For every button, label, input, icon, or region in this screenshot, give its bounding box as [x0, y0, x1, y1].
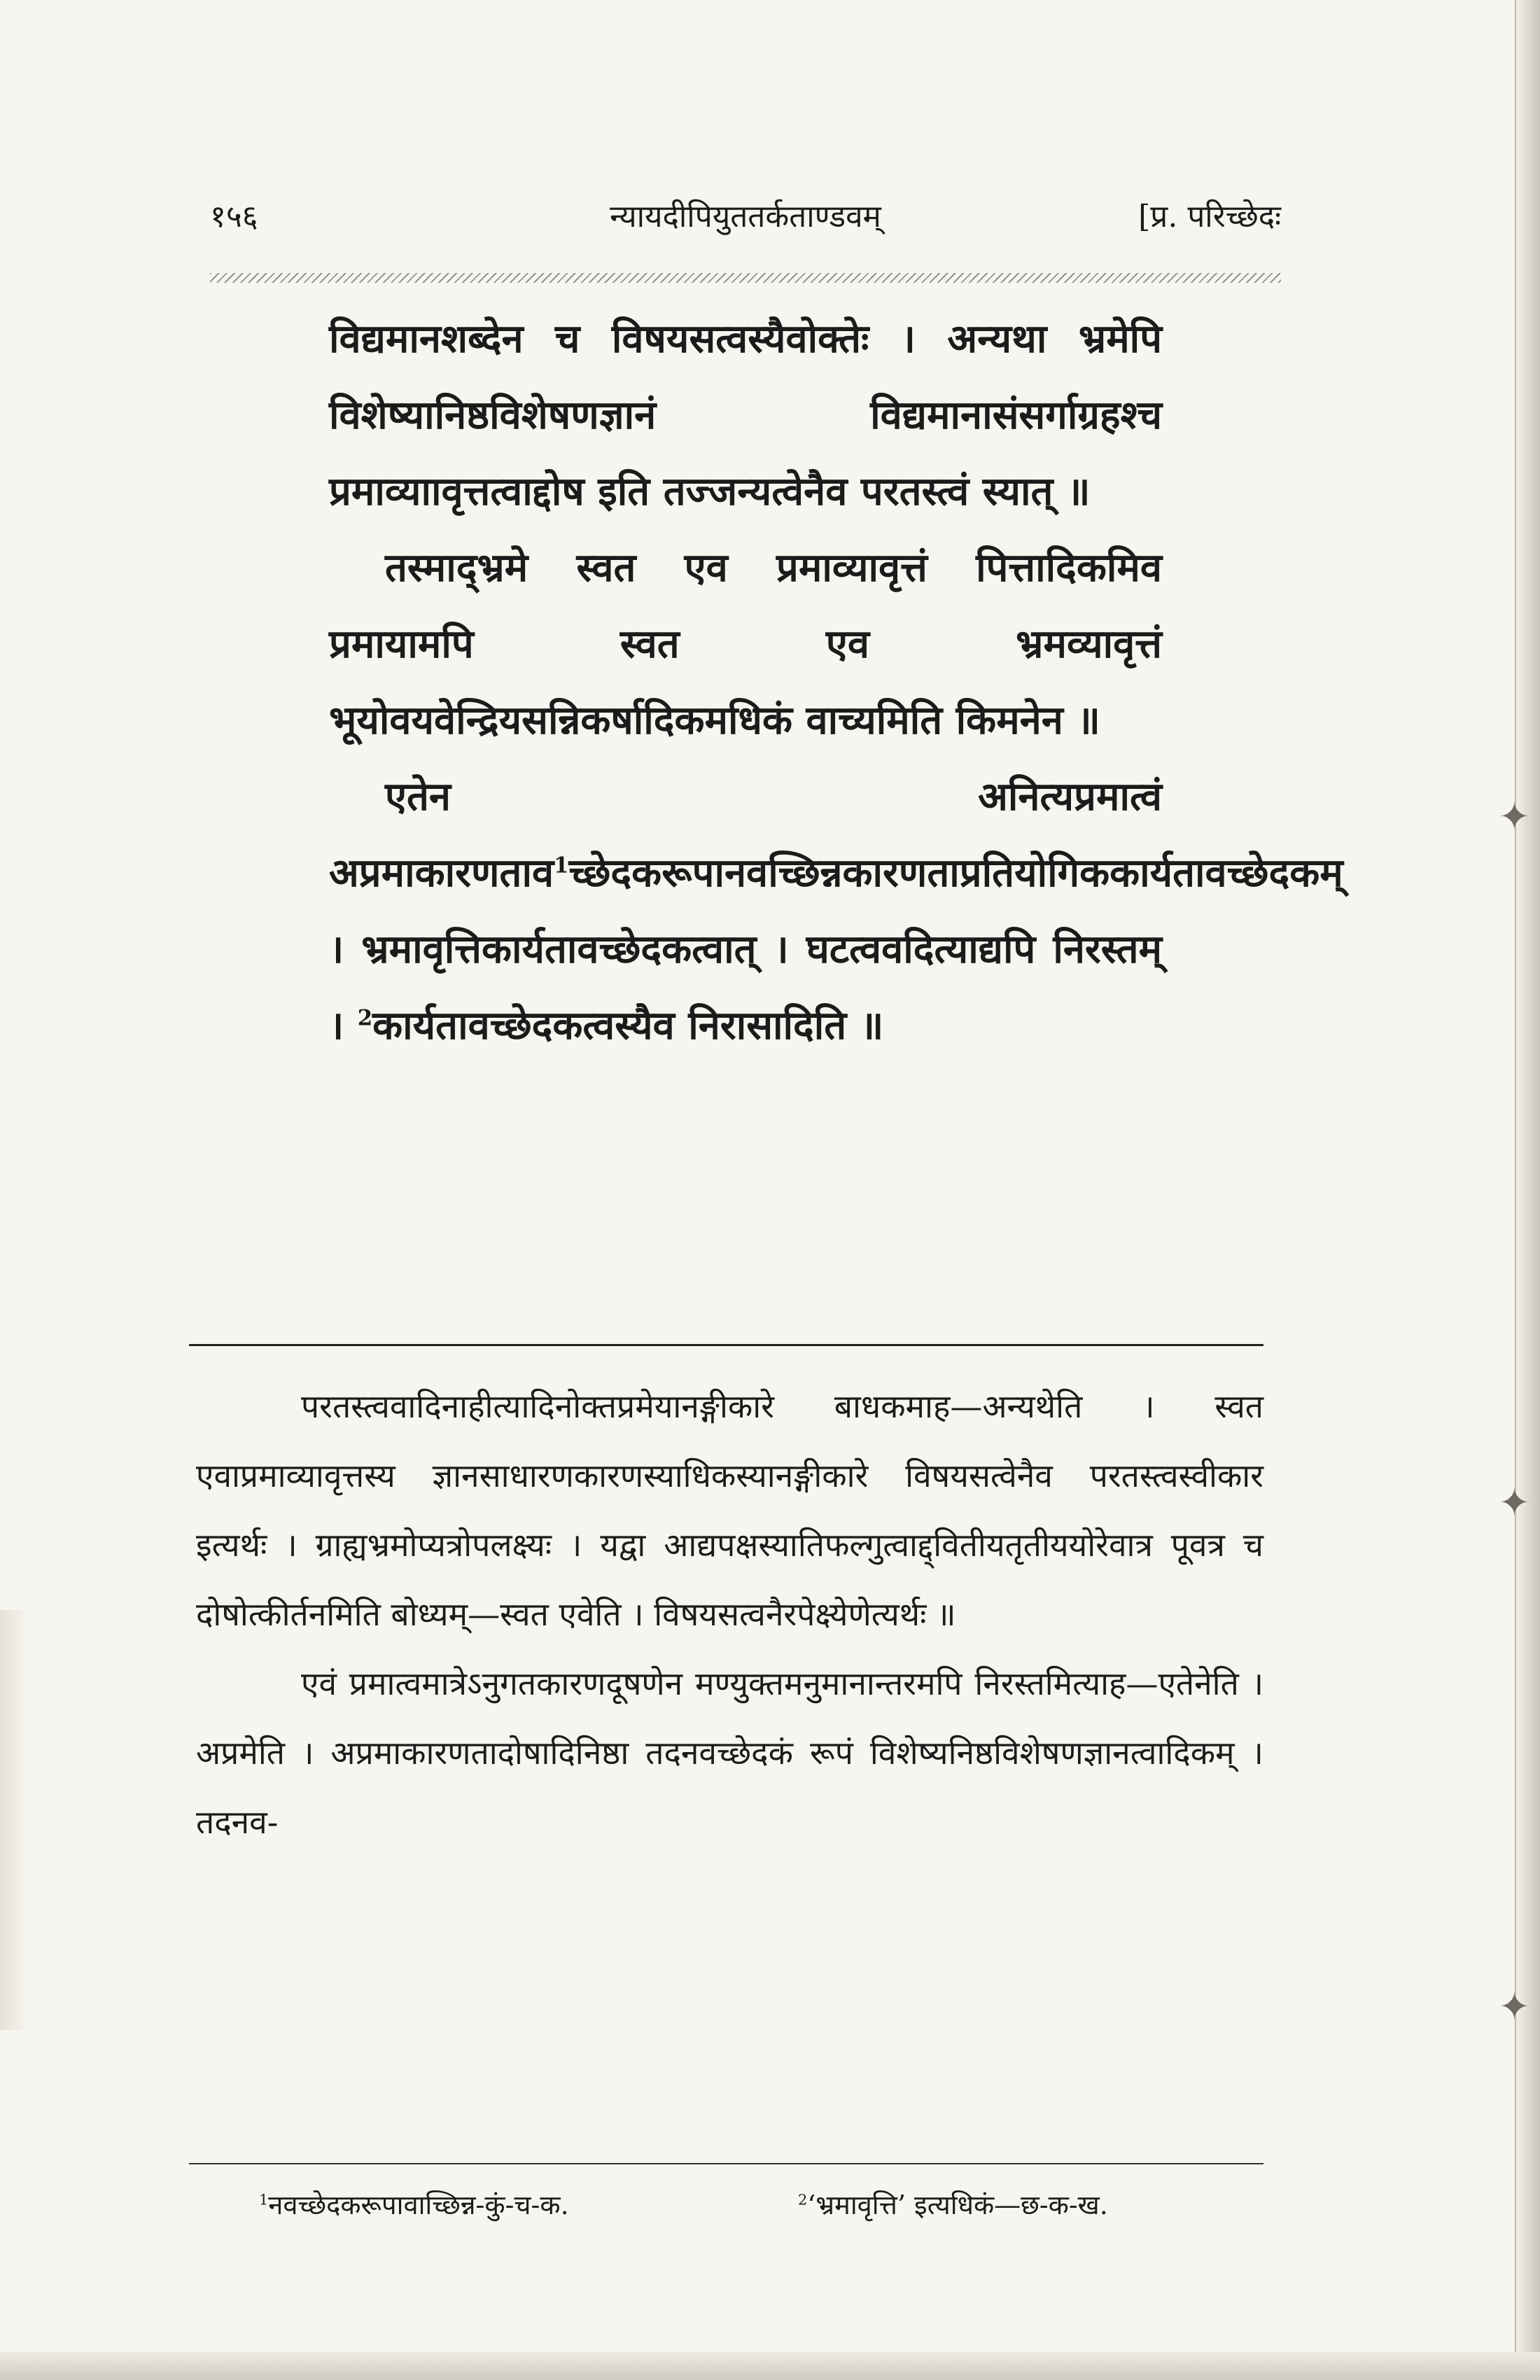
- main-text-segment: एतेन अनित्यप्रमात्वं अप्रमाकारणताव: [329, 774, 1162, 896]
- footnotes: [259, 2177, 1267, 2233]
- header-wavy-rule: [210, 273, 1281, 283]
- commentary: [196, 1372, 1264, 1857]
- section-label: [प्र. परिच्छेदः: [1138, 199, 1281, 234]
- commentary-paragraph: परतस्त्ववादिनाहीत्यादिनोक्तप्रमेयानङ्गीकारे बाधकमाह—अन्यथेति । स्वत एवाप्रमाव्यावृत्तस्य ज्ञानसाधारणकारणस्याधिकस्यानङ्गीकारे विषयसत्वेनैव परतस्त्वस्वीकार इत्यर्थः । ग्राह्यभ्रमोप्यत्रोपलक्ष्यः । यद्वा आद्यपक्षस्यातिफल्गुत्वाद्द्वितीयतृतीययोरेवात्र पूवत्र च दोषोत्कीर्तनमिति बोध्यम्—स्वत एवेति । विषयसत्वनैरपेक्ष्येणेत्यर्थः ॥: [196, 1387, 1264, 1633]
- footnote-text: ‘भ्रमावृत्ति’ इत्यधिकं—छ-क-ख.: [807, 2190, 1108, 2220]
- scan-bottom-edge: [0, 2352, 1540, 2380]
- footnote-number: 1: [259, 2191, 269, 2208]
- main-paragraph: तस्माद्भ्रमे स्वत एव प्रमाव्यावृत्तं पित्तादिकमिव प्रमायामपि स्वत एव भ्रमव्यावृत्तं भूयोवयवेन्द्रियसन्निकर्षादिकमधिकं वाच्यमिति किमनेन ॥: [329, 545, 1162, 743]
- binding-star-icon: ✦: [1498, 1480, 1530, 1525]
- footnote-marker: 2: [357, 1005, 373, 1031]
- footnote-divider: [189, 2163, 1264, 2164]
- commentary-divider: [189, 1344, 1264, 1346]
- footnote-1: [259, 2177, 569, 2233]
- scan-left-shadow: [0, 1610, 28, 2030]
- running-title: न्यायदीपियुततर्कताण्डवम्: [610, 199, 881, 234]
- binding-star-icon: ✦: [1498, 794, 1530, 839]
- footnote-marker: 1: [554, 853, 569, 878]
- main-text: [329, 301, 1343, 1064]
- main-text-segment: कार्यतावच्छेदकत्वस्यैव निरासादिति ॥: [372, 1002, 884, 1049]
- commentary-paragraph: एवं प्रमात्वमात्रेऽनुगतकारणदूषणेन मण्युक्तमनुमानान्तरमपि निरस्तमित्याह—एतेनेति । अप्रमेति । अप्रमाकारणतादोषादिनिष्ठा तदनवच्छेदकं रूपं विशेष्यनिष्ठविशेषणज्ञानत्वादिकम् । तदनव-: [196, 1665, 1264, 1841]
- main-text-segment: च्छेदकरूपानवच्छिन्नकारणताप्रतियोगिककार्यतावच्छेदकम् । भ्रमावृत्तिकार्यतावच्छेदकत्वात् । घटत्ववदित्याद्यपि निरस्तम् ।: [329, 850, 1343, 1049]
- footnote-number: 2: [798, 2191, 808, 2208]
- main-paragraph: विद्यमानशब्देन च विषयसत्वस्यैवोक्तेः । अन्यथा भ्रमेपि विशेष्यानिष्ठविशेषणज्ञानं विद्यमानासंसर्गाग्रहश्च प्रमाव्याावृत्तत्वाद्दोष इति तज्जन्यत्वेनैव परतस्त्वं स्यात् ॥: [329, 316, 1162, 514]
- footnote-2: [798, 2177, 1108, 2233]
- footnote-text: नवच्छेदकरूपावाच्छिन्न-कुं-च-क.: [268, 2190, 569, 2220]
- page-header: [210, 189, 1281, 245]
- page-number: १५६: [210, 199, 258, 234]
- binding-star-icon: ✦: [1498, 1984, 1530, 2029]
- main-paragraph: [329, 759, 1343, 1064]
